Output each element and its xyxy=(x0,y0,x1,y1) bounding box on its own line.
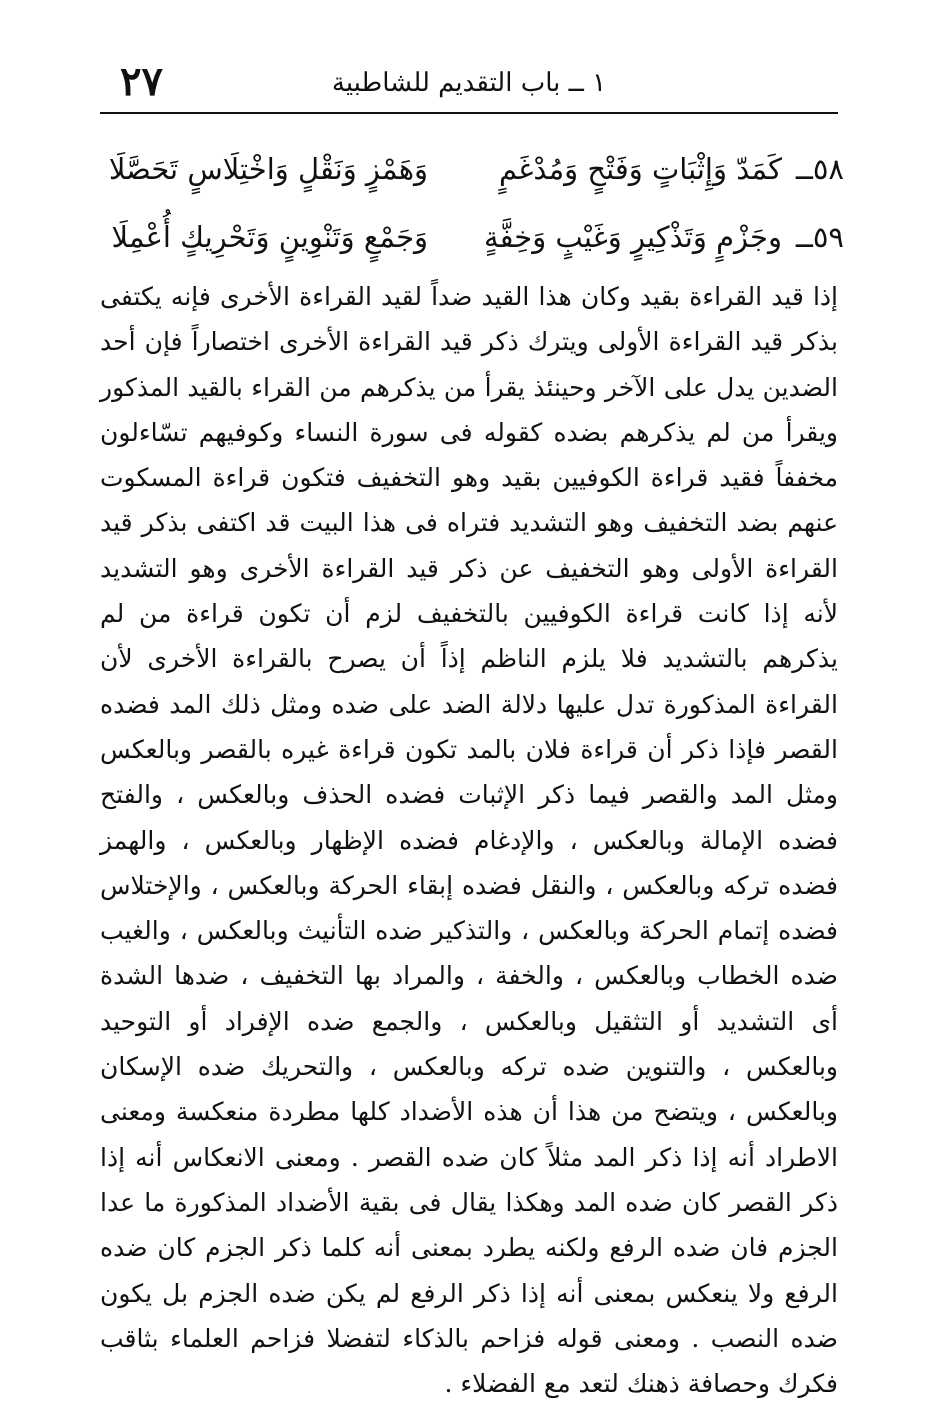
verse-first-hemistich: وجَزْمٍ وَتَذْكِيرٍ وَغَيْبٍ وَخِفَّةٍ xyxy=(484,220,782,254)
verse xyxy=(100,212,844,262)
page-header xyxy=(100,58,838,108)
verse-second-hemistich: وَجَمْعٍ وَتَنْوِينٍ وَتَحْرِيكٍ أُعْمِلَا xyxy=(111,220,428,254)
commentary-paragraph: إذا قيد القراءة بقيد وكان هذا القيد ضداً لقيد القراءة الأخرى فإنه يكتفى بذكر قيد القراءة الأولى ويترك ذكر قيد القراءة الأخرى اختصاراً فإن أحد الضدين يدل على الآخر وحينئذ يقرأ من يذكرهم من القراء بالقيد المذكور ويقرأ من لم يذكرهم بضده كقوله فى سورة النساء وكوفيهم تسّاءلون مخففاً فقيد قراءة الكوفيين بقيد وهو التخفيف فتكون قراءة المسكوت عنهم بضد التخفيف وهو التشديد فتراه فى هذا البيت قد اكتفى بذكر قيد القراءة الأولى وهو التخفيف عن ذكر قيد القراءة الأخرى وهو التشديد لأنه إذا كانت قراءة الكوفيين بالتخفيف لزم أن تكون قراءة من لم يذكرهم بالتشديد فلا يلزم الناظم إذاً أن يصرح بالقراءة الأخرى لأن القراءة المذكورة تدل عليها دلالة الضد على ضده ومثل ذلك المد فضده القصر فإذا ذكر أن قراءة فلان بالمد تكون قراءة غيره بالقصر وبالعكس ومثل المد والقصر فيما ذكر الإثبات فضده الحذف وبالعكس ، والفتح فضده الإمالة وبالعكس ، والإدغام فضده الإظهار وبالعكس ، والهمز فضده تركه وبالعكس ، والنقل فضده إبقاء الحركة وبالعكس ، والإختلاس فضده إتمام الحركة وبالعكس ، والتذكير ضده التأنيث وبالعكس ، والغيب ضده الخطاب وبالعكس ، والخفة ، والمراد بها التخفيف ، ضدها الشدة أى التشديد أو التثقيل وبالعكس ، والجمع ضده الإفراد أو التوحيد وبالعكس ، والتنوين ضده تركه وبالعكس ، والتحريك ضده الإسكان وبالعكس ، ويتضح من هذا أن هذه الأضداد كلها مطردة منعكسة ومعنى الاطراد أنه إذا ذكر المد مثلاً كان ضده القصر . ومعنى الانعكاس أنه إذا ذكر القصر كان ضده المد وهكذا يقال فى بقية الأضداد المذكورة ما عدا الجزم فان ضده الرفع ولكنه يطرد بمعنى أنه كلما ذكر الجزم كان ضده الرفع ولا ينعكس بمعنى أنه إذا ذكر الرفع لم يكن ضده الجزم بل يكون ضده النصب . ومعنى قوله فزاحم بالذكاء لتفضلا فزاحم العلماء بثاقب فكرك وحصافة ذهنك لتعد مع الفضلاء . xyxy=(100,282,838,1399)
verse-first-hemistich: كَمَدّ وَإِثْبَاتٍ وَفَتْحٍ وَمُدْغَمٍ xyxy=(498,152,782,186)
running-title: ١ ــ باب التقديم للشاطبية xyxy=(331,68,607,98)
verse xyxy=(100,144,844,194)
header-rule xyxy=(100,112,838,114)
verse-second-hemistich: وَهَمْزٍ وَنَقْلٍ وَاخْتِلَاسٍ تَحَصَّلَا xyxy=(108,152,428,186)
commentary xyxy=(100,274,838,1406)
verse-number: ٥٨ــ xyxy=(795,152,844,186)
page-number: ٢٧ xyxy=(120,58,163,105)
verse-number: ٥٩ــ xyxy=(795,220,844,254)
